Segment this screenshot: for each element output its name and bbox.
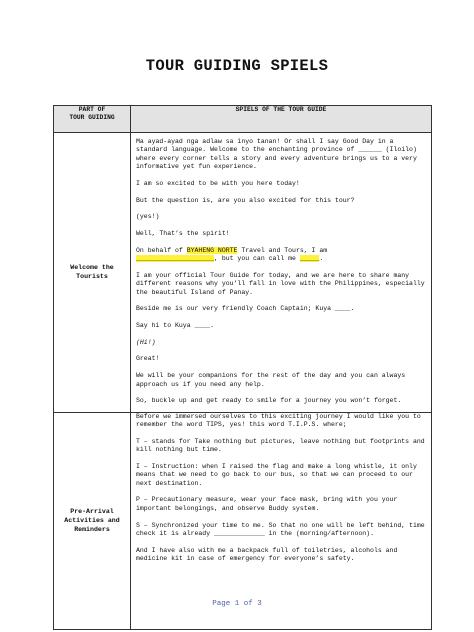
spiel-paragraph: P – Precautionary measure, wear your face mask, bring with you your important belongings, and observe Buddy system. <box>136 496 398 512</box>
spiel-paragraph: Beside me is our very friendly Coach Captain; Kuya ____. <box>136 305 355 313</box>
spiel-welcome <box>131 133 432 413</box>
table-header-row <box>54 106 432 133</box>
spiel-paragraph: (Hi!) <box>136 338 156 346</box>
table-row <box>54 133 432 413</box>
part-welcome-the-tourists: Welcome the Tourists <box>54 133 131 413</box>
spiel-paragraph: Great! <box>136 355 160 363</box>
document-title: TOUR GUIDING SPIELS <box>145 57 329 75</box>
page-number: Page 1 of 3 <box>212 600 262 608</box>
header-part-of-tour-guiding: PART OF TOUR GUIDING <box>54 106 131 133</box>
spiel-paragraph: I am so excited to be with you here today! <box>136 179 300 187</box>
spiel-paragraph: Say hi to Kuya ____. <box>136 322 215 330</box>
spiel-paragraph: I – Instruction: when I raised the flag and make a long whistle, it only means that we need to go back to our bus, so that we can proceed to our next destination. <box>136 462 417 487</box>
guide-name-blank: ____________________ <box>136 255 215 263</box>
spiel-paragraph: On behalf of BYAHENG NORTE Travel and Tours, I am ____________________, but you can call me _____. <box>136 246 328 263</box>
spiel-paragraph: Before we immersed ourselves to this exciting journey I would like you to remember the word TIPS, yes! this word T.I.P.S. where; <box>136 412 421 429</box>
spiels-table <box>53 105 432 630</box>
part-pre-arrival: Pre-Arrival Activities and Reminders <box>54 412 131 629</box>
header-spiels: SPIELS OF THE TOUR GUIDE <box>131 106 432 133</box>
spiel-paragraph: Ma ayad-ayad nga adlaw sa inyo tanan! Or shall I say Good Day in a standard language. Welcome to the enchanting province of ______ (Iloilo) where every corner tells a story and every adventure brings us to a very informative yet fun experience. <box>136 138 417 171</box>
spiel-paragraph: S – Synchronized your time to me. So that no one will be left behind, time check it is already _____________ in the (morning/afternoon). <box>136 521 425 537</box>
nickname-blank: _____ <box>299 255 320 263</box>
spiel-paragraph: Well, That’s the spirit! <box>136 230 230 238</box>
spiel-paragraph: But the question is, are you also excited for this tour? <box>136 196 355 204</box>
spiel-paragraph: I am your official Tour Guide for today, and we are here to share many different reasons why you’ll fall in love with the Philippines, especially the beautiful Island of Panay. <box>136 271 425 296</box>
table-row <box>54 412 432 629</box>
spiel-paragraph: T – stands for Take nothing but pictures, leave nothing but footprints and kill nothing but time. <box>136 437 425 454</box>
spiel-paragraph: And I have also with me a backpack full of toiletries, alcohols and medicine kit in case of emergency for everyone’s safety. <box>136 546 398 563</box>
spiel-pre-arrival <box>131 412 432 629</box>
spiel-paragraph: We will be your companions for the rest of the day and you can always approach us if you need any help. <box>136 372 406 388</box>
spiel-paragraph: So, buckle up and get ready to smile for a journey you won’t forget. <box>136 397 402 405</box>
company-name-highlight: BYAHENG NORTE <box>186 246 238 254</box>
spiel-paragraph: (yes!) <box>136 213 160 221</box>
